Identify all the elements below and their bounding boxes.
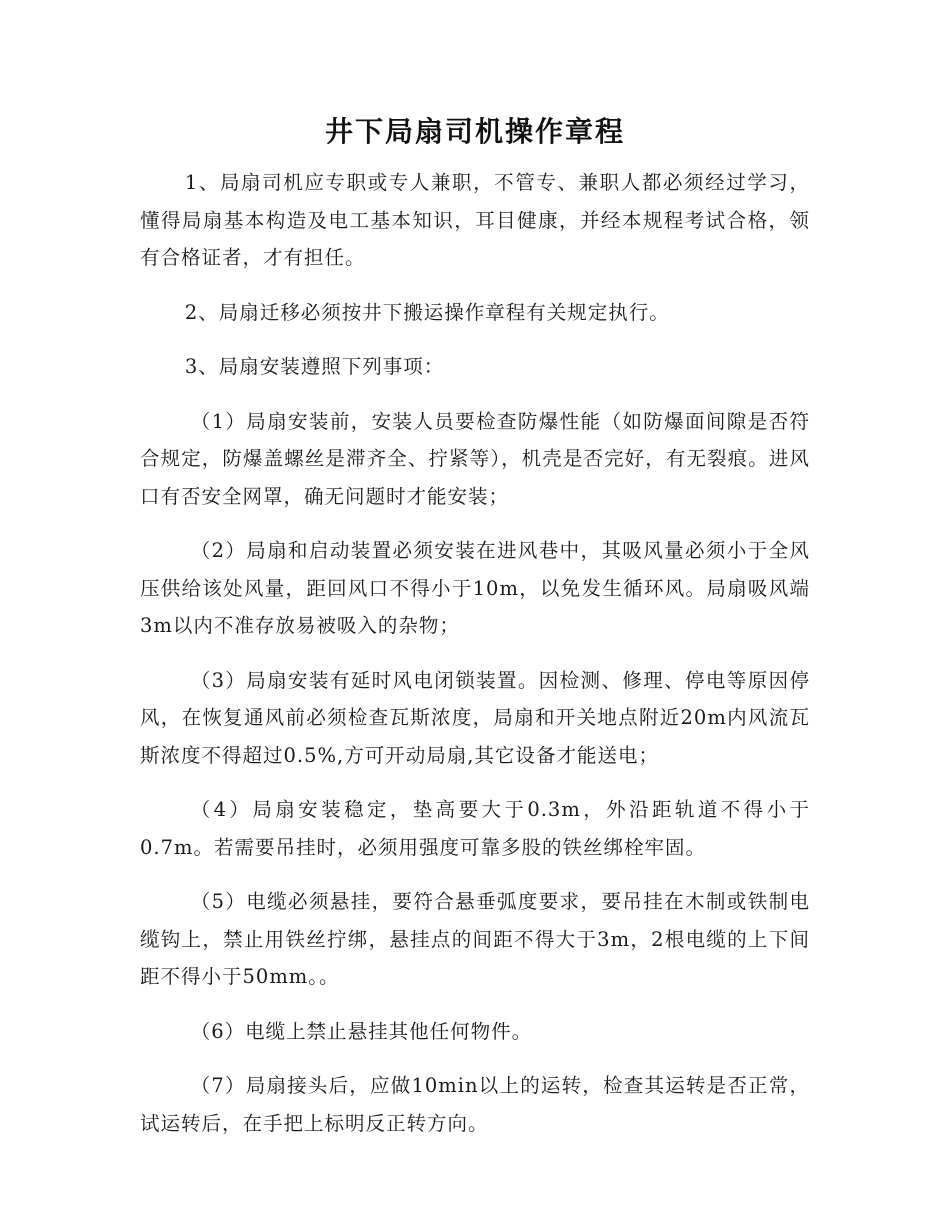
paragraph-3-item-6: （6）电缆上禁止悬挂其他任何物件。 xyxy=(190,1019,533,1043)
paragraph-3-item-2: （2）局扇和启动装置必须安装在进风巷中，其吸风量必须小于全风压供给该处风量，距回风口不得小于10m，以免发生循环风。局扇吸风端3m以内不准存放易被吸入的杂物； xyxy=(140,539,810,637)
document-body xyxy=(140,164,810,1159)
paragraph-3-item-3: （3）局扇安装有延时风电闭锁装置。因检测、修理、停电等原因停风，在恢复通风前必须检查瓦斯浓度，局扇和开关地点附近20m内风流瓦斯浓度不得超过0.5%,方可开动局扇,其它设备才能送电； xyxy=(140,668,810,767)
paragraph-2: 2、局扇迁移必须按井下搬运操作章程有关规定执行。 xyxy=(184,300,670,324)
paragraph-3-item-5: （5）电缆必须悬挂，要符合悬垂弧度要求，要吊挂在木制或铁制电缆钩上，禁止用铁丝拧绑，悬挂点的间距不得大于3m，2根电缆的上下间距不得小于50mm。。 xyxy=(140,890,810,988)
paragraph-3-item-1: （1）局扇安装前，安装人员要检查防爆性能（如防爆面间隙是否符合规定，防爆盖螺丝是滞齐全、拧紧等），机壳是否完好，有无裂痕。进风口有否安全网罩，确无问题时才能安装； xyxy=(140,409,810,508)
paragraph-3-item-7: （7）局扇接头后，应做10min以上的运转，检查其运转是否正常，试运转后，在手把上标明反正转方向。 xyxy=(140,1074,810,1135)
paragraph-3-item-4: （4）局扇安装稳定，垫高要大于0.3m，外沿距轨道不得小于0.7m。若需要吊挂时，必须用强度可靠多股的铁丝绑栓牢固。 xyxy=(140,798,810,859)
paragraph-1: 1、局扇司机应专职或专人兼职，不管专、兼职人都必须经过学习，懂得局扇基本构造及电工基本知识，耳目健康，并经本规程考试合格，领有合格证者，才有担任。 xyxy=(140,171,810,269)
document-title: 井下局扇司机操作章程 xyxy=(324,115,625,148)
paragraph-3: 3、局扇安装遵照下列事项： xyxy=(184,355,445,378)
